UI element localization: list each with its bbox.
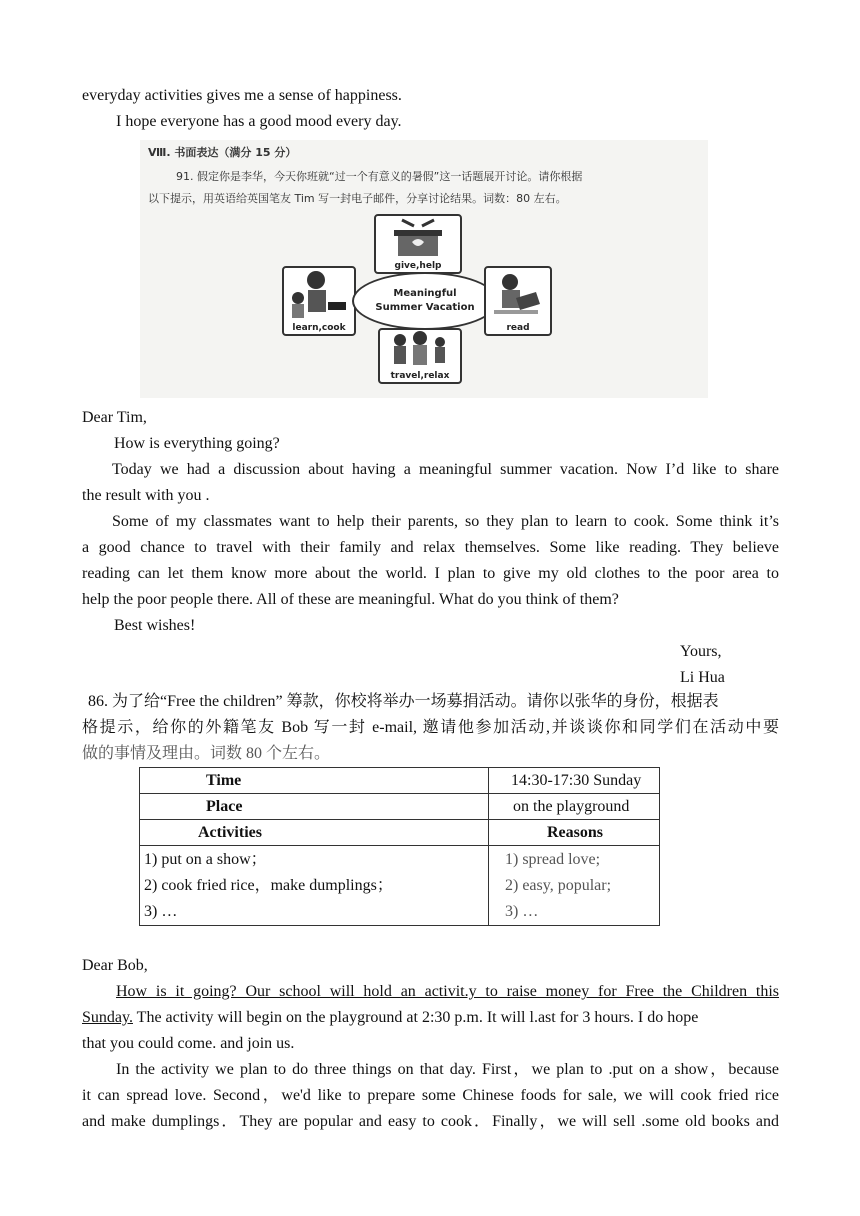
scan-section-title: Ⅷ. 书面表达（满分 15 分） [148,146,297,159]
letter1-salutation: Dear Tim, [82,409,147,426]
travel-family-icon [380,330,460,370]
activity-item: 2) cook fried rice，make dumplings； [144,877,393,894]
table-row [140,846,660,926]
letter2-para-2-line-3: and make dumplings．They are popular and easy to cook．Finally，we will sell .some old books and [82,1113,779,1130]
reasons-list-cell [489,846,660,926]
underlined-sunday: Sunday. [82,1009,133,1026]
scan-prompt-line-1: 91. 假定你是李华，今天你班就“过一个有意义的暑假”这一话题展开讨论。请你根据 [176,170,583,183]
letter2-para-2-line-1: In the activity we plan to do three things on that day. First，we plan to .put on a show，because [116,1061,779,1078]
picture-travel-relax [378,328,462,384]
scan-prompt-line-2: 以下提示，用英语给英国笔友 Tim 写一封电子邮件，分享讨论结果。词数：80 左右。 [148,192,567,205]
time-value-cell: 14:30-17:30 Sunday [489,768,660,794]
letter2-para-1-line-1: How is it going? Our school will hold an activit.y to raise money for Free the Children this [116,983,779,1000]
reading-child-icon [486,268,550,322]
picture-read [484,266,552,336]
caption-read: read [506,323,530,333]
activity-item: 1) put on a show； [144,851,267,868]
exam-scan-image [140,140,708,398]
intro-line-2: I hope everyone has a good mood every day. [116,113,402,130]
letter1-para-1: How is everything going? [114,435,280,452]
letter1-para-2-line-2: the result with you . [82,487,210,504]
picture-learn-cook [282,266,356,336]
activities-list-cell [140,846,489,926]
letter1-sign-yours: Yours, [680,643,722,660]
center-topic-oval [352,272,498,330]
letter1-para-3-line-2: a good chance to travel with their family and relax themselves. Some like reading. They believe [82,539,779,556]
center-topic-line-1: Meaningful [393,288,457,299]
letter2-para-2-line-2: it can spread love. Second，we'd like to prepare some Chinese foods for sale, we will cook fried rice [82,1087,779,1104]
letter1-para-3-line-1: Some of my classmates want to help their parents, so they plan to learn to cook. Some think it’s [112,513,779,530]
activity-table [139,767,660,926]
picture-give-help [374,214,462,274]
letter2-salutation: Dear Bob, [82,957,148,974]
task86-line-3: 做的事情及理由。词数 80 个左右。 [82,745,331,762]
letter1-para-3-line-3: reading can let them know more about the world. I plan to give my old clothes to the poor area to [82,565,779,582]
table-row [140,768,660,794]
task86-line-1: 86. 为了给“Free the children” 筹款，你校将举办一场募捐活动。请你以张华的身份，根据表 [88,693,719,710]
caption-learn-cook: learn,cook [292,323,346,333]
place-label-cell: Place [140,794,489,820]
table-row [140,820,660,846]
activity-item: 3) … [144,903,178,920]
reasons-header-cell: Reasons [489,820,660,846]
letter2-para-1-line-2 [82,1005,779,1031]
letter1-para-3-line-4: help the poor people there. All of these are meaningful. What do you think of them? [82,591,619,608]
place-value-cell: on the playground [489,794,660,820]
letter2-para-1-line-2-rest: The activity will begin on the playground at 2:30 p.m. It will l.ast for 3 hours. I do hope [132,1009,699,1026]
task86-line-2: 格提示，给你的外籍笔友 Bob 写一封 e-mail, 邀请他参加活动,并谈谈你和同学们在活动中要 [82,719,779,736]
time-label-cell: Time [140,768,489,794]
cooking-family-icon [284,268,354,322]
caption-give-help: give,help [394,261,442,271]
table-row [140,794,660,820]
letter1-para-2-line-1: Today we had a discussion about having a meaningful summer vacation. Now I’d like to share [112,461,779,478]
reason-item: 2) easy, popular; [505,877,612,894]
letter1-sign-name: Li Hua [680,669,725,686]
reason-item: 3) … [505,903,539,920]
reason-item: 1) spread love; [505,851,601,868]
letter1-closing: Best wishes! [114,617,196,634]
activities-header-cell: Activities [140,820,489,846]
center-topic-line-2: Summer Vacation [375,302,475,313]
donation-box-icon [376,216,460,260]
caption-travel-relax: travel,relax [390,371,450,381]
letter2-para-1-line-3: that you could come. and join us. [82,1035,295,1052]
intro-line-1: everyday activities gives me a sense of happiness. [82,87,402,104]
